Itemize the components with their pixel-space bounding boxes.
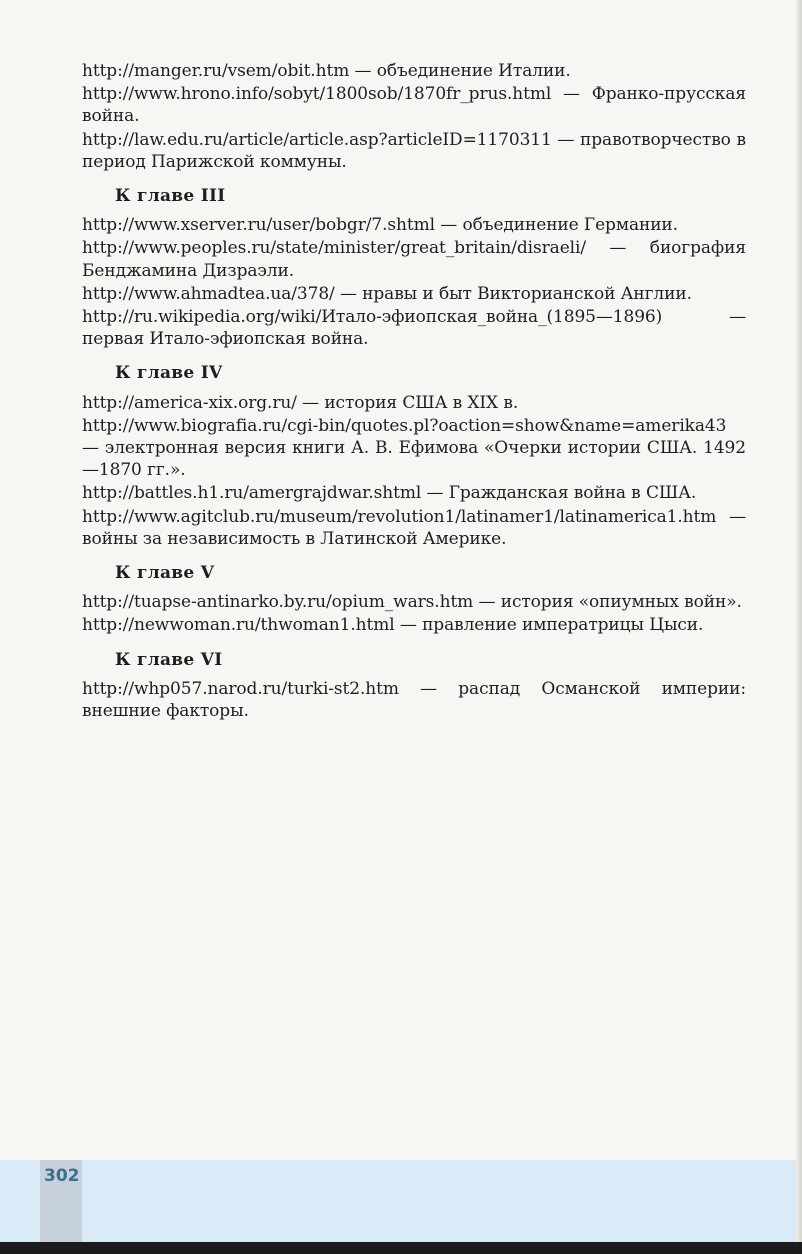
page-edge-shadow — [796, 0, 802, 1242]
reference-list — [82, 60, 746, 723]
reference-entry: http://whp057.narod.ru/turki-st2.htm — распад Османской империи: внешние факторы. — [82, 678, 746, 722]
chapter-heading: К главе VI — [115, 649, 223, 670]
page-number: 302 — [44, 1166, 80, 1186]
scan-bottom-edge — [0, 1242, 802, 1254]
reference-entry: http://www.peoples.ru/state/minister/great_britain/disraeli/ — биография Бенджамина Дизраэли. — [82, 238, 746, 281]
reference-entry: http://manger.ru/vsem/obit.htm — объединение Италии. — [82, 61, 571, 81]
chapter-heading: К главе IV — [115, 363, 223, 384]
reference-entry: http://www.ahmadtea.ua/378/ — нравы и быт Викторианской Англии. — [82, 283, 692, 304]
reference-entry: http://www.biografia.ru/cgi-bin/quotes.pl?oaction=show&name=amerika43 — электронная версия книги А. В. Ефимова «Очерки истории США. 1492—1870 гг.». — [82, 415, 746, 481]
reference-entry: http://www.xserver.ru/user/bobgr/7.shtml — объединение Германии. — [82, 215, 678, 236]
reference-entry: http://ru.wikipedia.org/wiki/Итало-эфиопская_война_(1895—1896) — первая Итало-эфиопская война. — [82, 307, 746, 350]
reference-entry: http://america-xix.org.ru/ — история США в XIX в. — [82, 392, 519, 413]
reference-entry: http://law.edu.ru/article/article.asp?articleID=1170311 — правотворчество в период Парижской коммуны. — [82, 129, 746, 172]
reference-entry: http://newwoman.ru/thwoman1.html — правление императрицы Цыси. — [82, 615, 704, 636]
reference-entry: http://www.agitclub.ru/museum/revolution1/latinamer1/latinamerica1.htm — войны за независимость в Латинской Америке. — [82, 506, 746, 549]
chapter-heading: К главе V — [115, 563, 215, 584]
footer-band — [0, 1160, 802, 1242]
reference-entry: http://www.hrono.info/sobyt/1800sob/1870fr_prus.html — Франко-прусская война. — [82, 84, 746, 127]
chapter-heading: К главе III — [115, 186, 226, 207]
reference-entry: http://tuapse-antinarko.by.ru/opium_wars.htm — история «опиумных войн». — [82, 592, 742, 613]
reference-entry: http://battles.h1.ru/amergrajdwar.shtml — Гражданская война в США. — [82, 483, 697, 504]
